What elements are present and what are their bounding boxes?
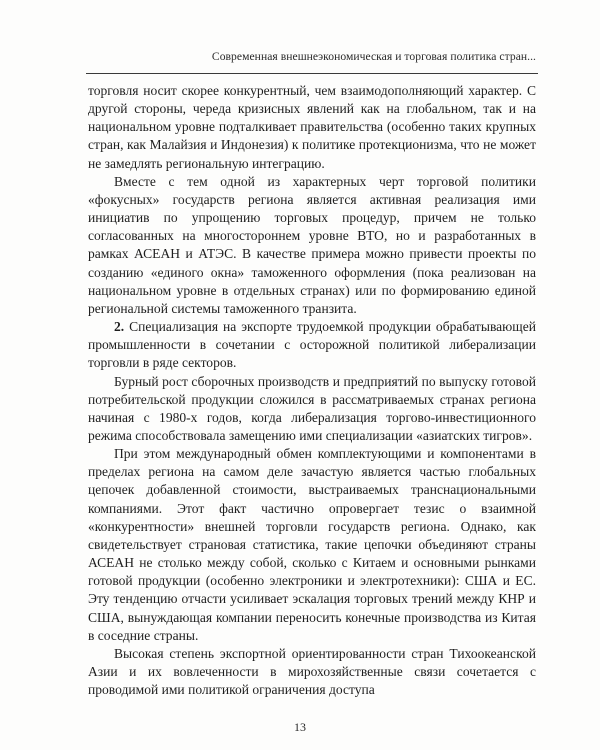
- paragraph-3: [88, 318, 536, 372]
- body-text: [88, 82, 536, 699]
- paragraph-4: Бурный рост сборочных производств и предприятий по выпуску готовой потребительской продукции сложился в рассматриваемых странах региона начиная с 1980-х годов, когда либерализация торгово-инвестиционного режима способствовала замещению ими специализации «азиатских тигров».: [88, 373, 536, 443]
- paragraph-6: Высокая степень экспортной ориентированности стран Тихоокеанской Азии и их вовлеченности в мирохозяйственные связи сочетается с проводимой ими политикой ограничения доступа: [88, 645, 536, 698]
- paragraph-3-text: Специализация на экспорте трудоемкой продукции обрабатывающей промышленности в сочетании с осторожной политикой либерализации торговли в ряде секторов.: [88, 319, 536, 371]
- page-number: 13: [294, 720, 306, 734]
- paragraph-5: При этом международный обмен комплектующими и компонентами в пределах региона на самом деле зачастую является частью глобальных цепочек добавленной стоимости, выстраиваемых транснациональными компаниями. Этот факт частично опровергает тезис о взаимной «конкурентности» внешней торговли государств региона. Однако, как свидетельствует страновая статистика, такие цепочки объединяют страны АСЕАН не столько между собой, сколько с Китаем и основными рынками готовой продукции (особенно электроники и электротехники): США и ЕС. Эту тенденцию отчасти усиливает эскалация торговых трений между КНР и США, вынуждающая компании переносить конечные производства из Китая в соседние страны.: [88, 446, 536, 643]
- list-number: 2.: [114, 319, 125, 335]
- header-rule: [86, 73, 538, 74]
- paragraph-2: Вместе с тем одной из характерных черт торговой политики «фокусных» государств региона является активная реализация ими инициатив по упрощению торговых процедур, причем не только согласованных на многостороннем уровне ВТО, но и разработанных в рамках АСЕАН и АТЭС. В качестве примера можно привести проекты по созданию «единого окна» таможенного оформления (пока реализован на национальном уровне в отдельных странах) или по формированию единой региональной системы таможенного транзита.: [88, 173, 536, 316]
- paragraph-1: торговля носит скорее конкурентный, чем взаимодополняющий характер. С другой стороны, череда кризисных явлений как на глобальном, так и на национальном уровне подталкивает правительства (особенно таких крупных стран, как Малайзия и Индонезия) к политике протекционизма, что не может не замедлять региональную интеграцию.: [88, 83, 536, 171]
- running-header: Современная внешнеэкономическая и торговая политика стран...: [211, 50, 536, 63]
